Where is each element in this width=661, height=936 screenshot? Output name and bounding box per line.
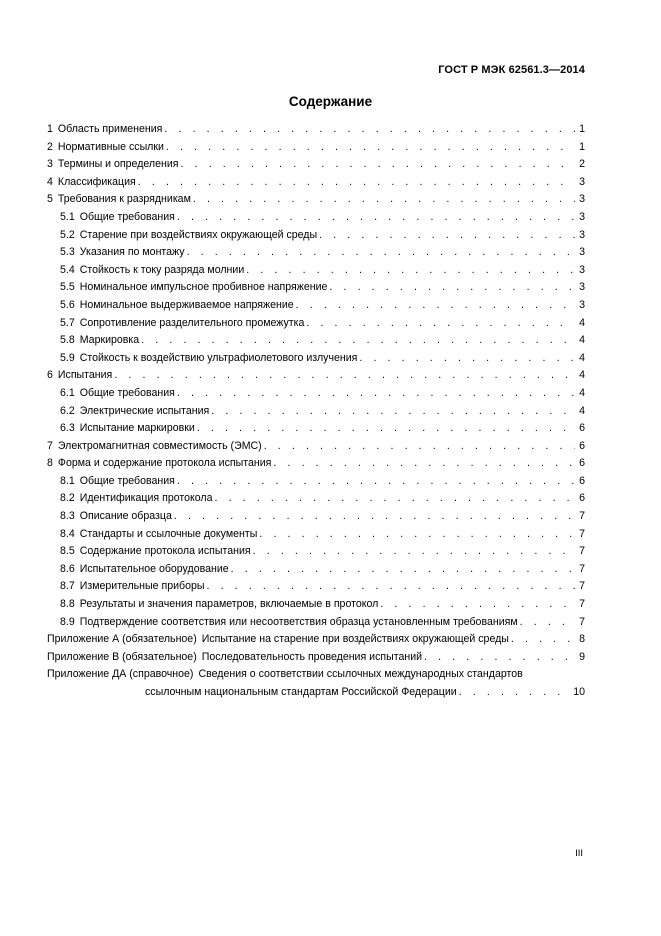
toc-entry-number: 6 bbox=[47, 369, 53, 382]
leader-dots bbox=[174, 508, 575, 526]
toc-entry-page: 3 bbox=[579, 193, 585, 206]
appendix-line-1 bbox=[47, 666, 585, 684]
toc-entry-title: Указания по монтажу bbox=[79, 246, 185, 259]
toc-entry[interactable] bbox=[47, 297, 585, 315]
toc-entry-title: Требования к разрядникам bbox=[57, 193, 191, 206]
toc-entry-number: 6.1 bbox=[60, 386, 75, 399]
toc-entry-page: 4 bbox=[579, 386, 585, 399]
leader-dots bbox=[138, 174, 575, 192]
leader-dots bbox=[359, 350, 575, 368]
leader-dots bbox=[177, 385, 575, 403]
toc-entry-page: 6 bbox=[579, 457, 585, 470]
toc-entry[interactable] bbox=[47, 209, 585, 227]
page-title: Содержание bbox=[288, 94, 373, 109]
table-of-contents bbox=[47, 121, 585, 701]
toc-entry[interactable] bbox=[47, 543, 585, 561]
appendix-line-2 bbox=[47, 684, 585, 702]
toc-entry-number: 8.1 bbox=[60, 474, 75, 487]
toc-entry-number: 5.6 bbox=[60, 298, 75, 311]
toc-entry-title: Старение при воздействиях окружающей среды bbox=[79, 228, 318, 241]
toc-entry-title: Идентификация протокола bbox=[79, 492, 213, 505]
toc-entry-page: 7 bbox=[579, 562, 585, 575]
toc-entry-title: Маркировка bbox=[79, 334, 140, 347]
leader-dots bbox=[215, 490, 576, 508]
toc-entry-page: 6 bbox=[579, 422, 585, 435]
toc-entry-page: 7 bbox=[579, 580, 585, 593]
toc-entry-title: Испытание маркировки bbox=[79, 422, 195, 435]
leader-dots bbox=[520, 614, 575, 632]
appendix-title: Последовательность проведения испытаний bbox=[201, 650, 423, 663]
leader-dots bbox=[187, 244, 575, 262]
toc-entry-number: 5.9 bbox=[60, 351, 75, 364]
toc-entry-title: Общие требования bbox=[79, 210, 175, 223]
toc-entry-page: 2 bbox=[579, 158, 585, 171]
toc-entry[interactable] bbox=[47, 473, 585, 491]
toc-entry-number: 8.8 bbox=[60, 598, 75, 611]
toc-entry-number: 5.5 bbox=[60, 281, 75, 294]
toc-entry-number: 5.4 bbox=[60, 263, 75, 276]
toc-entry-number: 5.2 bbox=[60, 228, 75, 241]
toc-entry[interactable] bbox=[47, 526, 585, 544]
toc-entry-number: 5.8 bbox=[60, 334, 75, 347]
appendix-page: 8 bbox=[579, 633, 585, 646]
toc-entry-number: 4 bbox=[47, 175, 53, 188]
leader-dots bbox=[166, 139, 575, 157]
toc-entry[interactable] bbox=[47, 262, 585, 280]
appendix-label: Приложение ДА (справочное) bbox=[47, 668, 194, 681]
toc-entry[interactable] bbox=[47, 191, 585, 209]
toc-entry[interactable] bbox=[47, 174, 585, 192]
leader-dots bbox=[141, 332, 575, 350]
toc-entry[interactable] bbox=[47, 578, 585, 596]
toc-entry-number: 5.1 bbox=[60, 210, 75, 223]
toc-entry-page: 4 bbox=[579, 316, 585, 329]
toc-appendix-entry[interactable] bbox=[47, 666, 585, 701]
toc-entry-page: 3 bbox=[579, 228, 585, 241]
toc-entry-page: 6 bbox=[579, 492, 585, 505]
toc-entry-title: Подтверждение соответствия или несоответствия образца установленным требованиям bbox=[79, 615, 518, 628]
toc-entry-page: 7 bbox=[579, 615, 585, 628]
toc-entry-number: 8 bbox=[47, 457, 53, 470]
toc-entry-title: Сопротивление разделительного промежутка bbox=[79, 316, 305, 329]
toc-entry[interactable] bbox=[47, 596, 585, 614]
toc-entry[interactable] bbox=[47, 508, 585, 526]
toc-entry-number: 8.5 bbox=[60, 545, 75, 558]
toc-entry[interactable] bbox=[47, 385, 585, 403]
leader-dots bbox=[511, 631, 575, 649]
toc-entry-number: 8.6 bbox=[60, 562, 75, 575]
toc-entry-title: Нормативные ссылки bbox=[57, 140, 164, 153]
toc-entry[interactable] bbox=[47, 403, 585, 421]
appendix-title: Испытание на старение при воздействиях окружающей среды bbox=[201, 633, 509, 646]
appendix-page: 10 bbox=[573, 686, 585, 698]
toc-entry-title: Общие требования bbox=[79, 386, 175, 399]
toc-entry-page: 6 bbox=[579, 474, 585, 487]
toc-entry-page: 4 bbox=[579, 369, 585, 382]
toc-entry-title: Область применения bbox=[57, 123, 163, 135]
toc-entry-number: 3 bbox=[47, 158, 53, 171]
toc-entry[interactable] bbox=[47, 227, 585, 245]
leader-dots bbox=[177, 209, 575, 227]
toc-appendix-entry[interactable] bbox=[47, 649, 585, 667]
toc-entry-title: Номинальное импульсное пробивное напряжение bbox=[79, 281, 328, 294]
leader-dots bbox=[253, 543, 575, 561]
leader-dots bbox=[273, 455, 575, 473]
toc-entry[interactable] bbox=[47, 490, 585, 508]
toc-entry[interactable] bbox=[47, 455, 585, 473]
toc-entry-title: Стойкость к воздействию ультрафиолетового излучения bbox=[79, 351, 358, 364]
toc-appendix-entry[interactable] bbox=[47, 631, 585, 649]
appendix-title: Сведения о соответствии ссылочных международных стандартов bbox=[198, 668, 523, 681]
toc-entry-page: 3 bbox=[579, 281, 585, 294]
toc-entry-title: Классификация bbox=[57, 175, 136, 188]
leader-dots bbox=[459, 684, 572, 702]
toc-entry[interactable] bbox=[47, 156, 585, 174]
toc-entry-page: 3 bbox=[579, 246, 585, 259]
leader-dots bbox=[329, 279, 575, 297]
leader-dots bbox=[193, 191, 575, 209]
toc-entry-number: 5.7 bbox=[60, 316, 75, 329]
toc-entry-title: Электромагнитная совместимость (ЭМС) bbox=[57, 439, 262, 452]
toc-entry-page: 1 bbox=[579, 123, 585, 135]
leader-dots bbox=[306, 315, 575, 333]
toc-entry[interactable] bbox=[47, 438, 585, 456]
leader-dots bbox=[319, 227, 575, 245]
toc-entry-page: 7 bbox=[579, 598, 585, 611]
toc-entry-number: 6.2 bbox=[60, 404, 75, 417]
standard-designation: ГОСТ Р МЭК 62561.3—2014 bbox=[438, 64, 585, 76]
toc-entry-title: Результаты и значения параметров, включаемые в протокол bbox=[79, 598, 379, 611]
toc-entry[interactable] bbox=[47, 367, 585, 385]
appendix-label: Приложение А (обязательное) bbox=[47, 633, 197, 646]
toc-entry-number: 6.3 bbox=[60, 422, 75, 435]
toc-entry[interactable] bbox=[47, 614, 585, 632]
toc-entry-title: Испытания bbox=[57, 369, 113, 382]
toc-entry[interactable] bbox=[47, 244, 585, 262]
toc-entry-number: 8.3 bbox=[60, 510, 75, 523]
toc-entry-title: Термины и определения bbox=[57, 158, 179, 171]
toc-entry-number: 8.7 bbox=[60, 580, 75, 593]
leader-dots bbox=[264, 438, 575, 456]
toc-entry-title: Описание образца bbox=[79, 510, 172, 523]
toc-entry-page: 1 bbox=[579, 140, 585, 153]
leader-dots bbox=[231, 561, 575, 579]
toc-entry-number: 5.3 bbox=[60, 246, 75, 259]
toc-entry-title: Измерительные приборы bbox=[79, 580, 205, 593]
toc-entry-title: Электрические испытания bbox=[79, 404, 210, 417]
appendix-title-cont: ссылочным национальным стандартам Российской Федерации bbox=[145, 686, 457, 698]
toc-entry-title: Общие требования bbox=[79, 474, 175, 487]
toc-entry-title: Стойкость к току разряда молнии bbox=[79, 263, 245, 276]
toc-entry[interactable] bbox=[47, 139, 585, 157]
page-number: III bbox=[575, 848, 583, 859]
toc-entry-title: Форма и содержание протокола испытания bbox=[57, 457, 272, 470]
toc-entry-number: 8.9 bbox=[60, 615, 75, 628]
toc-entry-number: 5 bbox=[47, 193, 53, 206]
leader-dots bbox=[206, 578, 575, 596]
toc-entry-page: 3 bbox=[579, 263, 585, 276]
leader-dots bbox=[246, 262, 575, 280]
toc-entry-page: 4 bbox=[579, 404, 585, 417]
toc-entry-page: 3 bbox=[579, 298, 585, 311]
toc-entry-page: 4 bbox=[579, 351, 585, 364]
leader-dots bbox=[164, 121, 575, 139]
toc-entry-page: 6 bbox=[579, 439, 585, 452]
toc-entry-title: Стандарты и ссылочные документы bbox=[79, 527, 258, 540]
toc-entry[interactable] bbox=[47, 350, 585, 368]
toc-entry[interactable] bbox=[47, 420, 585, 438]
toc-entry-page: 7 bbox=[579, 545, 585, 558]
toc-entry-title: Испытательное оборудование bbox=[79, 562, 229, 575]
toc-entry-page: 7 bbox=[579, 510, 585, 523]
appendix-label: Приложение В (обязательное) bbox=[47, 650, 197, 663]
appendix-page: 9 bbox=[579, 650, 585, 663]
toc-entry[interactable] bbox=[47, 561, 585, 579]
toc-entry[interactable] bbox=[47, 121, 585, 139]
leader-dots bbox=[211, 403, 575, 421]
leader-dots bbox=[197, 420, 575, 438]
toc-entry-page: 4 bbox=[579, 334, 585, 347]
toc-entry-page: 7 bbox=[579, 527, 585, 540]
toc-entry[interactable] bbox=[47, 315, 585, 333]
leader-dots bbox=[296, 297, 575, 315]
toc-entry-title: Содержание протокола испытания bbox=[79, 545, 251, 558]
toc-entry-number: 8.2 bbox=[60, 492, 75, 505]
toc-entry-number: 2 bbox=[47, 140, 53, 153]
leader-dots bbox=[380, 596, 575, 614]
toc-entry-number: 7 bbox=[47, 439, 53, 452]
toc-entry-page: 3 bbox=[579, 175, 585, 188]
leader-dots bbox=[181, 156, 575, 174]
toc-entry[interactable] bbox=[47, 332, 585, 350]
leader-dots bbox=[259, 526, 575, 544]
toc-entry-title: Номинальное выдерживаемое напряжение bbox=[79, 298, 294, 311]
leader-dots bbox=[424, 649, 575, 667]
toc-entry[interactable] bbox=[47, 279, 585, 297]
leader-dots bbox=[177, 473, 575, 491]
leader-dots bbox=[114, 367, 575, 385]
toc-entry-number: 8.4 bbox=[60, 527, 75, 540]
toc-entry-page: 3 bbox=[579, 210, 585, 223]
toc-entry-number: 1 bbox=[47, 123, 53, 135]
